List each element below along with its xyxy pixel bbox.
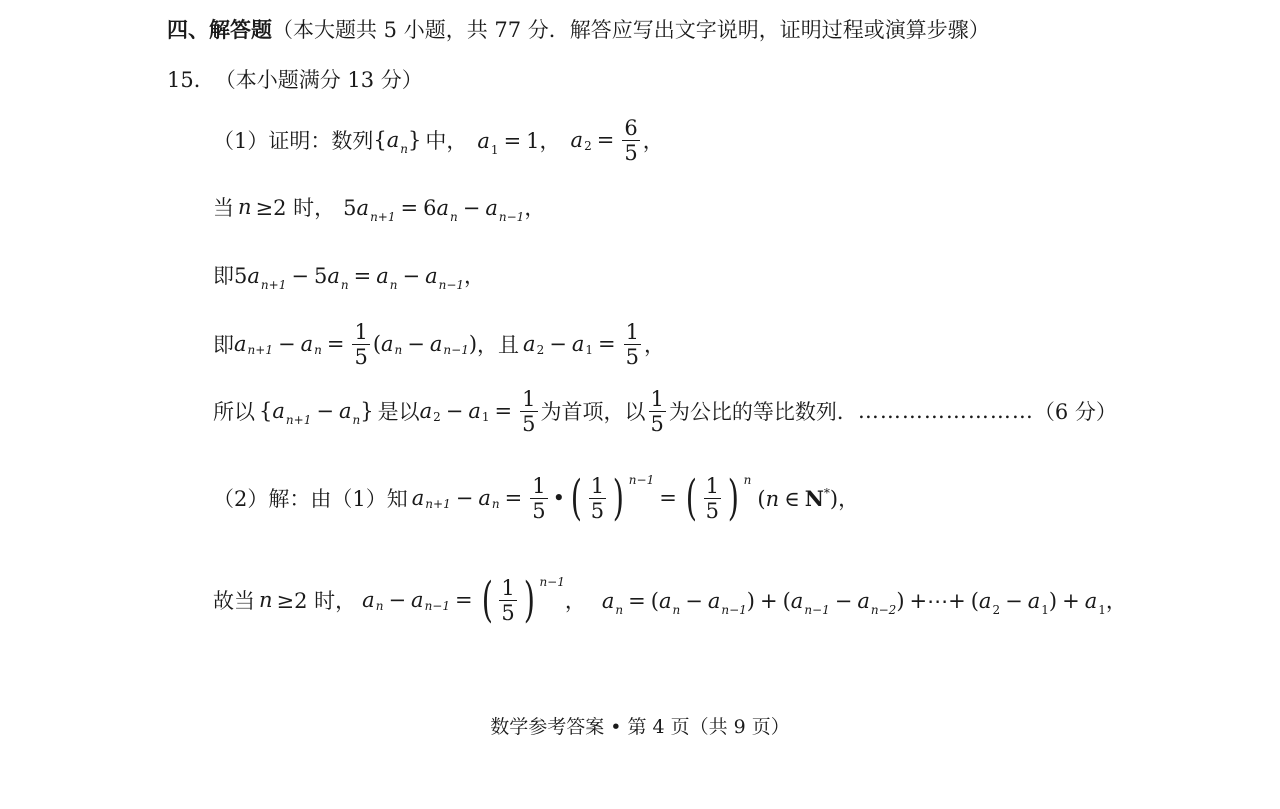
part1-line3 bbox=[213, 260, 485, 290]
part2-line2 bbox=[213, 566, 1127, 634]
fraction: $\frac{1}{5}$ bbox=[354, 319, 368, 369]
math-difference: $5a_{n+1} - 5a_n = a_n - a_{n-1}$， bbox=[234, 264, 486, 292]
text-fragment: ，且 bbox=[477, 333, 520, 357]
fraction: $\frac{1}{5}$ bbox=[522, 386, 536, 436]
math-telescoping-sum: $a_n = (a_n - a_{n-1}) + (a_{n-1} - a_{n-2})$ +⋯+ $(a_2 - a_1) + a_1$， bbox=[601, 589, 1127, 617]
math-recurrence: $5a_{n+1} = 6a_n - a_{n-1}$， bbox=[343, 196, 546, 224]
part1-label: （1）证明： bbox=[213, 129, 332, 153]
text-fragment: 所以 bbox=[213, 400, 255, 424]
math-an-diff: a n − a n−1 = ( $\frac{1}{5}$ ) n−1 ， bbox=[362, 572, 586, 628]
math-general-diff: a n+1 − a n = $\frac{1}{5}$ • ( $\frac{1}{5}$ ) n−1 = ( $\frac{1}{5}$ ) n (n ∈ N*)， bbox=[411, 470, 860, 526]
text-fragment: ≥2 时， bbox=[276, 589, 357, 613]
text-fragment: ≥2 时， bbox=[255, 196, 336, 220]
part1-line1 bbox=[213, 112, 664, 168]
page-footer: 数学参考答案 • 第 4 页（共 9 页） bbox=[490, 716, 790, 738]
fraction: $\frac{1}{5}$ bbox=[501, 575, 515, 625]
part1-line4 bbox=[213, 316, 665, 372]
leader-dots: …………………… bbox=[857, 399, 1034, 423]
part1-line5 bbox=[213, 383, 1117, 439]
math-n: n bbox=[238, 195, 252, 219]
text-fragment: 为首项，以 bbox=[540, 400, 646, 424]
question-note: （本小题满分 13 分） bbox=[214, 68, 423, 92]
fraction: $\frac{1}{5}$ bbox=[650, 386, 664, 436]
natural-set-symbol: N bbox=[804, 486, 824, 511]
fraction: $\frac{1}{5}$ bbox=[532, 473, 546, 523]
text-fragment: 即 bbox=[213, 264, 234, 288]
section-header bbox=[167, 14, 990, 44]
math-ratio: a n+1 − a n = $\frac{1}{5}$ ( a n − a n−1 ) bbox=[234, 319, 478, 369]
text-fragment: 数列 bbox=[331, 129, 374, 153]
section-title: 四、解答题 bbox=[167, 18, 272, 42]
fraction: $\frac{1}{5}$ bbox=[625, 319, 639, 369]
text-fragment: 即 bbox=[213, 333, 234, 357]
question-header bbox=[167, 64, 423, 94]
section-note: （本大题共 5 小题，共 77 分．解答应写出文字说明，证明过程或演算步骤） bbox=[272, 18, 990, 42]
math-n: n bbox=[259, 588, 273, 612]
text-fragment: 故当 bbox=[213, 589, 255, 613]
math-seq-an: $\{a_n\}$ bbox=[373, 128, 422, 156]
fraction: $\frac{1}{5}$ bbox=[705, 473, 719, 523]
score-label: （6 分） bbox=[1033, 400, 1117, 424]
math-seq-diff: $\{a_{n+1} - a_n\}$ bbox=[259, 399, 374, 427]
math-a2-eq: a 2 = $\frac{6}{5}$ ， bbox=[570, 115, 664, 165]
fraction: $\frac{1}{5}$ bbox=[590, 473, 605, 523]
part2-label: （2）解： bbox=[213, 487, 311, 511]
text-fragment: 中， bbox=[425, 129, 468, 153]
text-fragment: 为公比的等比数列． bbox=[668, 400, 858, 424]
part2-line1 bbox=[213, 464, 859, 532]
math-a1-eq: $a_1 = 1$， bbox=[477, 129, 561, 157]
text-fragment: 当 bbox=[213, 196, 234, 220]
part1-line2 bbox=[213, 192, 545, 222]
text-fragment: 是以 bbox=[377, 400, 420, 424]
math-first-term: a 2 − a 1 = $\frac{1}{5}$ bbox=[419, 386, 536, 436]
fraction: $\frac{6}{5}$ bbox=[624, 115, 638, 165]
math-a2-a1: a 2 − a 1 = $\frac{1}{5}$ ， bbox=[523, 319, 665, 369]
question-number: 15． bbox=[167, 68, 215, 92]
text-fragment: 由（1）知 bbox=[310, 487, 408, 511]
